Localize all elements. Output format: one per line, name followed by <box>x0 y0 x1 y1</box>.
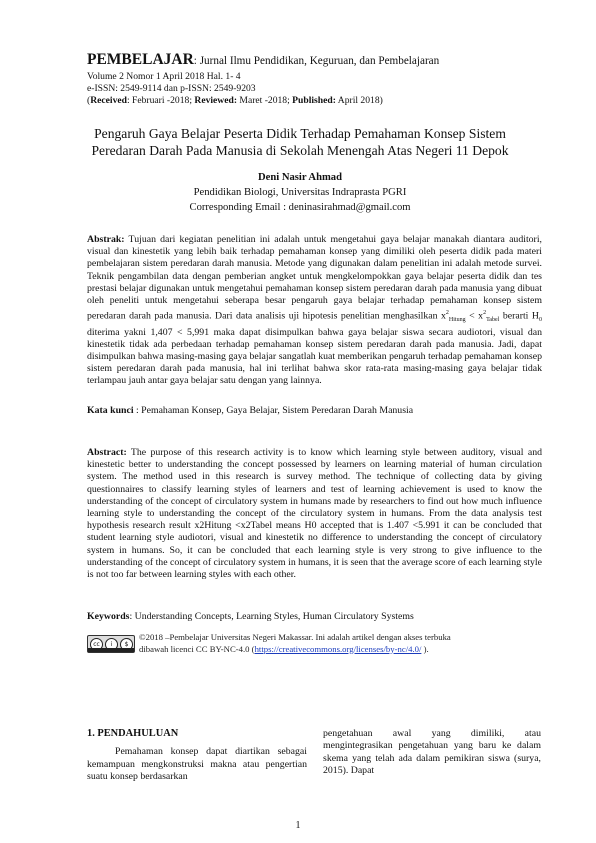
left-column <box>87 728 307 783</box>
paper-title: Pengaruh Gaya Belajar Peserta Didik Terhadap Pemahaman Konsep Sistem Peredaran Darah Pada Manusia di Sekolah Menengah Atas Negeri 11 Depok <box>91 126 509 158</box>
right-column <box>323 728 541 777</box>
journal-name: PEMBELAJAR <box>87 51 194 68</box>
journal-subtitle: : Jurnal Ilmu Pendidikan, Keguruan, dan Pembelajaran <box>193 55 440 67</box>
page-number: 1 <box>295 820 301 831</box>
kata-kunci: Kata kunci : Pemahaman Konsep, Gaya Belajar, Sistem Peredaran Darah Manusia <box>87 405 414 416</box>
right-paragraph: pengetahuan awal yang dimiliki, atau mengintegrasikan pengetahuan yang baru ke dalam skema yang telah ada dalam pemikiran siswa (surya, 2015). Dapat <box>323 728 541 776</box>
section-heading: 1. PENDAHULUAN <box>87 728 179 739</box>
dates-info: (Received: Februari -2018; Reviewed: Maret -2018; Published: April 2018) <box>87 95 383 106</box>
nc-icon: $ <box>120 638 133 651</box>
cc-license-badge-icon <box>87 635 135 653</box>
cc-icon: cc <box>90 638 103 651</box>
abstract-label: Abstract: <box>87 447 127 458</box>
license-text: ©2018 –Pembelajar Universitas Negeri Makassar. Ini adalah artikel dengan akses terbuka dibawah licenci CC BY-NC-4.0 (https://creativecommons.org/licenses/by-nc/4.0/ ). <box>139 632 451 654</box>
license-link[interactable]: https://creativecommons.org/licenses/by-nc/4.0/ <box>254 643 422 654</box>
by-icon: i <box>105 638 118 651</box>
author-affiliation: Pendidikan Biologi, Universitas Indraprasta PGRI <box>193 187 407 198</box>
journal-header <box>87 53 439 68</box>
author-email: Corresponding Email : deninasirahmad@gmail.com <box>189 202 411 213</box>
abstrak-label: Abstrak: <box>87 234 125 245</box>
keywords: Keywords: Understanding Concepts, Learning Styles, Human Circulatory Systems <box>87 611 414 622</box>
abstract-en: Abstract: The purpose of this research activity is to know which learning style between auditory, visual and kinestetic better to understanding the concept possessed by learners on learning material of human circulation system. The method used in this research is survey method. The technique of collecting data by giving questionnaires to classify learning styles of learners and test of learning achievement is used to know the understanding of the concept of circulatory system in humans made by researchers to find out how much influence learning style to understanding the concept of the circulatory system in humans. From the data analysis test hypothesis research result x2Hitung <x2Tabel means H0 accepted that is 1.407 <5.991 it can be concluded that student learning style audiotori, visual and kinestetik no difference to understanding the concept of circulatory system in humans. So, it can be concluded that each learning style is very strong to give influence to the understanding of the concept of circulatory system in humans, it is seen that the average score of each learning style is not too far between learning styles with each other. <box>87 447 542 581</box>
abstrak: Abstrak: Tujuan dari kegiatan penelitian ini adalah untuk mengetahui gaya belajar manakah diantara auditori, visual dan kinestetik yang lebih baik terhadap pemahaman konsep yang dimiliki oleh peserta didik pada materi pembelajaran sistem peredaran darah manusia. Metode yang digunakan dalam penelitian ini adalah metode survei. Teknik pengambilan data dengan pemberian angket untuk mengkelompokkan gaya belajar peserta didik dan tes prestasi belajar digunakan untuk mengetahui pemahaman konsep sistem peredaran darah pada manusia yang dibuat oleh peneliti untuk mengetahui seberapa besar pengaruh gaya belajar terhadap pemahaman konsep sistem peredaran darah pada manusia. Dari data analisis uji hipotesis penelitian menghasilkan $x^2_{Hitung} < x^2_{Tabel}$ berarti $H_0$ diterima yakni 1,407 < 5,991 maka dapat disimpulkan bahwa gaya belajar siswa secara audiotori, visual dan kinestetik tidak ada perbedaan terhadap pemahaman konsep sistem peredaran darah pada manusia. Jadi, dapat disimpulkan bahwa masing-masing gaya belajar sangatlah kuat memberikan pengaruh terhadap pemahaman konsep sistem peredaran darah pada manusia, hal ini terlihat bahwa skor rata-rata masing-masing gaya belajar tidak terlampau jauh antar gaya belajar satu dengan yang lainnya. <box>87 234 542 387</box>
left-paragraph: Pemahaman konsep dapat diartikan sebagai kemampuan mengkonstruksi makna atau pengertian suatu konsep berdasarkan <box>87 746 307 782</box>
volume-info: Volume 2 Nomor 1 April 2018 Hal. 1- 4 <box>87 71 241 82</box>
issn-info: e-ISSN: 2549-9114 dan p-ISSN: 2549-9203 <box>87 83 256 94</box>
author-block <box>60 170 540 215</box>
author-name: Deni Nasir Ahmad <box>258 172 342 183</box>
